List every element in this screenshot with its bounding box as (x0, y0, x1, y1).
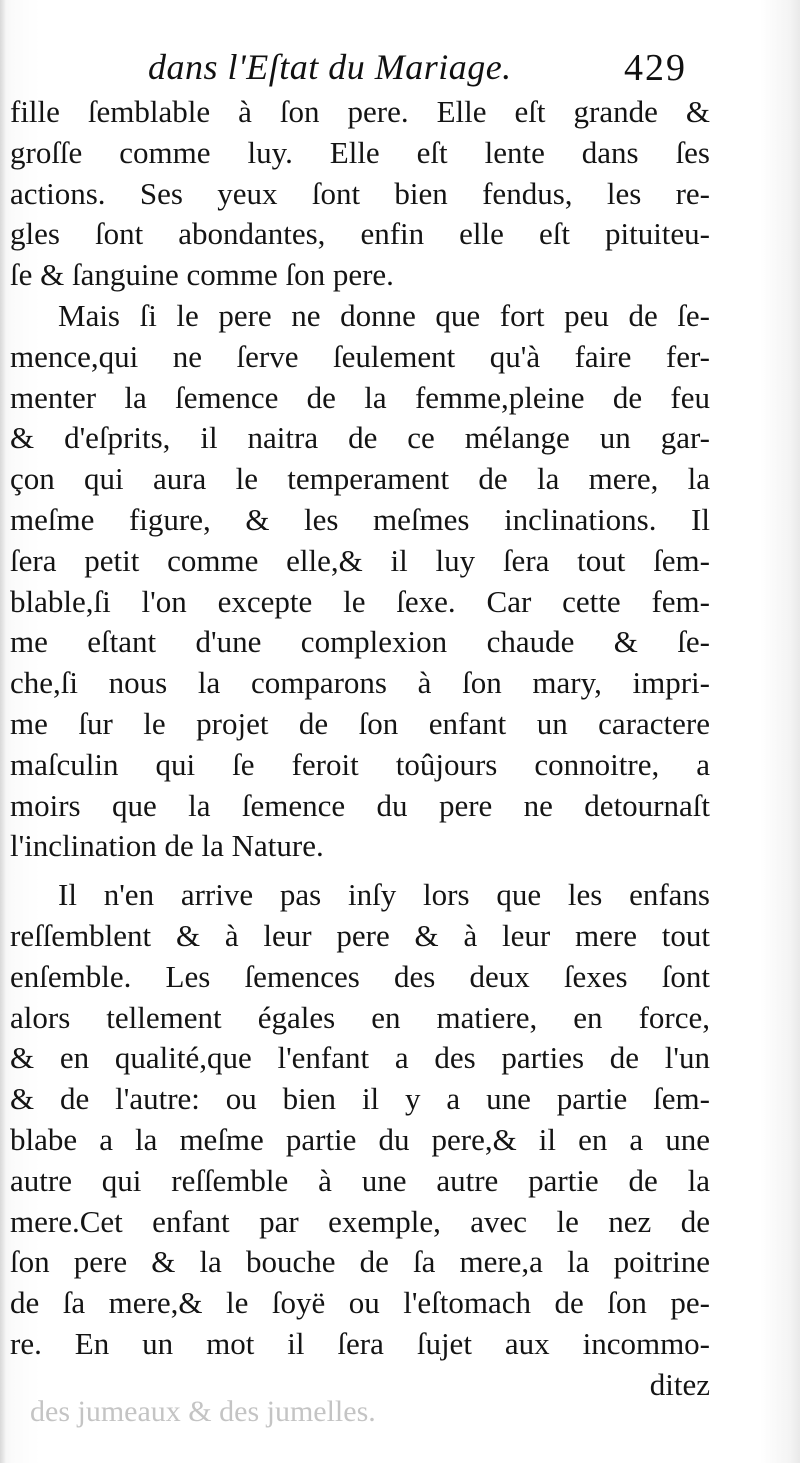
text-line: menter la ſemence de la femme,pleine de feu (10, 379, 710, 415)
text-line: me ſur le projet de ſon enfant un caractere (10, 705, 710, 741)
text-line: & de l'autre: ou bien il y a une partie ſem- (10, 1081, 710, 1117)
text-line: actions. Ses yeux ſont bien fendus, les re- (10, 175, 710, 211)
text-line: re. En un mot il ſera ſujet aux incommo- (10, 1325, 710, 1361)
text-line: fille ſemblable à ſon pere. Elle eſt grande & (10, 94, 710, 129)
page-number: 429 (624, 47, 687, 89)
text-line: autre qui reſſemble à une autre partie de la (10, 1162, 710, 1198)
running-head-title: dans l'Eſtat du Mariage. (148, 47, 512, 87)
text-line: blabe a la meſme partie du pere,& il en a une (10, 1121, 710, 1157)
body-text (10, 92, 710, 1406)
text-line: çon qui aura le temperament de la mere, la (10, 461, 710, 497)
text-line: ſe & ſanguine comme ſon pere. (10, 257, 394, 293)
text-line: de ſa mere,& le ſoyë ou l'eſtomach de ſon pe- (10, 1285, 710, 1321)
text-line: reſſemblent & à leur pere & à leur mere tout (10, 917, 710, 953)
text-line: Il n'en arrive pas inſy lors que les enfans (58, 877, 710, 913)
running-head (0, 40, 800, 100)
page-edge-shadow (0, 0, 6, 1463)
text-line: groſſe comme luy. Elle eſt lente dans ſes (10, 134, 710, 170)
text-line: & d'eſprits, il naitra de ce mélange un gar- (10, 420, 710, 456)
text-line: mere.Cet enfant par exemple, avec le nez de (10, 1203, 710, 1239)
text-line: enſemble. Les ſemences des deux ſexes ſont (10, 958, 710, 994)
bleed-through-text: des jumeaux & des jumelles. (30, 1395, 376, 1428)
text-line: gles ſont abondantes, enfin elle eſt pituiteu- (10, 216, 710, 252)
text-line: mence,qui ne ſerve ſeulement qu'à faire fer- (10, 338, 710, 374)
text-line: ſon pere & la bouche de ſa mere,a la poitrine (10, 1244, 710, 1280)
text-line: l'inclination de la Nature. (10, 828, 324, 864)
text-line: meſme figure, & les meſmes inclinations. Il (10, 501, 710, 537)
text-line: ſera petit comme elle,& il luy ſera tout ſem- (10, 542, 710, 578)
text-line: moirs que la ſemence du pere ne detournaſt (10, 787, 710, 823)
text-line: alors tellement égales en matiere, en force, (10, 999, 710, 1035)
text-line: & en qualité,que l'enfant a des parties de l'un (10, 1040, 710, 1076)
text-line: me eſtant d'une complexion chaude & ſe- (10, 624, 710, 660)
text-line: che,ſi nous la comparons à ſon mary, impri- (10, 665, 710, 701)
text-line: blable,ſi l'on excepte le ſexe. Car cette fem- (10, 583, 710, 619)
catchword: ditez (649, 1366, 710, 1402)
text-line: maſculin qui ſe feroit toûjours connoitre, a (10, 746, 710, 782)
text-line: Mais ſi le pere ne donne que fort peu de ſe- (58, 297, 710, 333)
